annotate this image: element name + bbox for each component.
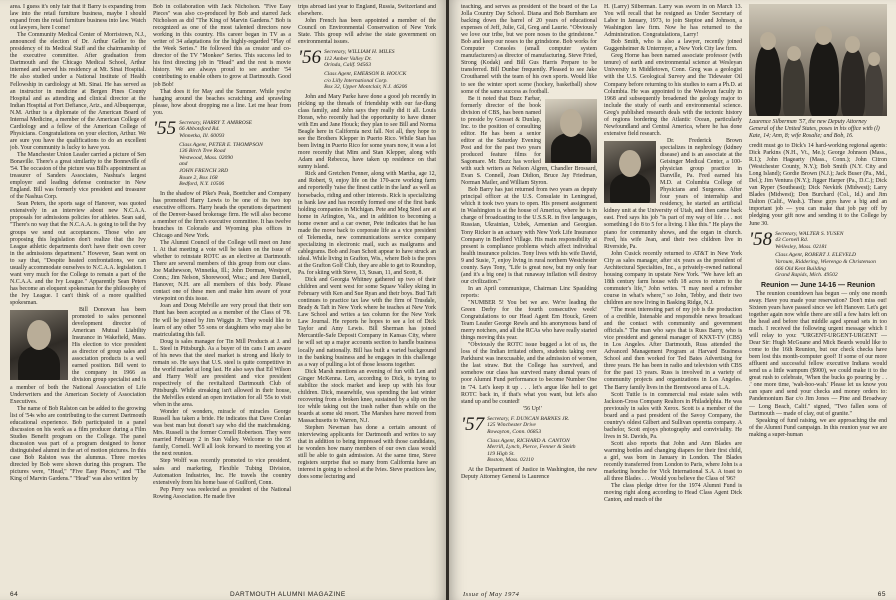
paragraph: Joan and Doug Melville are very proud that their son Hunt has been accepted as a member of the Class of '78. He will be joined by Jim Wiggin Jr. They would like to learn of any other '55 sons or daughters who may also be matriculating this fall. — [153, 303, 291, 338]
paragraph: Stephen Newman has done a certain amount of interviewing applicants for Dartmouth and writes to say that in addition to being impressed with those candidates, he wonders how many members of our own class would still be able to gain admission. At the same time, Steve registers surprise that so many from California have an interest in going to school at the Ivies. Steve practices law, does some lecturing and — [298, 425, 436, 481]
paragraph: Sean Peters, the sports sage of Hanover, was quoted extensively in an interview about new N.C.A.A. proposals for admissions policies for athletes. Sean said, "There's no way that the N.C.A.A. is going to tell the Ivy groups we send out acceptances. Those who are proposing this legislation don't realize that the Ivy League athletic departments don't have their own cover in the admissions department." However, Sean went on to say that, "Despite heated confrontations, we can usually accommodate ourselves to N.C.A.A. legislation. I want very much for the College to remain a part of the N.C.A.A. and the Ivy League." Apparently Sean Peters has become an eloquent spokesman for the philosophy of the Ivy League. I can't think of a more qualified spokesman. — [10, 201, 146, 306]
paragraph: Greg Horne has been named associate professor (with tenure) of earth and environmental science at Wesleyan University in Middletown, Conn. Greg was a geologist with the U.S. Geological Survey and the Tidewater Oil Company before returning to his studies to earn a Ph.D. at Columbia. He was appointed to the Wesleyan faculty in 1968 and subsequently broadened the geology major to include the study of earth and environmental science. Greg's published research deals with the tectonic history of regions bordering the Atlantic Ocean, particularly Newfoundland and Central America, where he has done extensive field research. — [604, 53, 742, 137]
paragraph: "Obviously the ROTC issue bugged a lot of us, the loss of the Indian irritated others, students taking over Parkhurst was inexcusable, and the admission of women, the last straw. But the College has survived, and somehow our class has survived many dismal years of poor Alumni Fund performance to become Number One in '74. Let's keep it up . . . let's argue like hell to get ROTC back in, if that's what you want, but let's also stand up and be counted! — [461, 342, 597, 405]
class-year: '56 — [298, 47, 322, 69]
paragraph: The name of Bob Ralston can be added to the growing list of '54s who are contributing to the current Dartmouth educational experience. Bob participated in a panel discussion on his work as a film producer during a Film Studies Benefit program on the College. The panel discussion was part of a program designed to honor distinguished alumni in the art of motion pictures. In this case Bob Ralston was the alumnus. Three movies directed by Bob were shown during this program. The pictures were, "Head," "Five Easy Pieces," and "The King of Marvin Gardens." "Head" was also written by — [10, 405, 146, 483]
paragraph: The Community Medical Center of Morristown, N.J., announced the election of Dr. Arthur Geller to the presidency of its Medical Staff and the chairmanship of the executive committee. After graduation from Dartmouth and the Chicago Medical School, Arthur interned and served his residency at Mt. Sinai Hospital. He also studied under a National Institute of Health Fellowship in cardiology at Mt. Sinai. He has served as an instructor in medicine at Bergen Pines County Hospital and as attending and clinical director at the Indian Hospital at Fort Defiance, Ariz., and Albuquerque, N.M. Arthur is a diplomate of the American Board of Internal Medicine, a member of the American College of Cardiology and a fellow of the American College of Physicians. Congratulations on your election, Arthur. We are sure you have the qualifications to do an excellent job. Your community is lucky to have you. — [10, 32, 146, 151]
paragraph: Pep Perry was reelected as president of the National Rowing Association. He made five — [153, 486, 291, 500]
class-secretary: Secretary, HARRY T. AMBROSE 66 Abbotsford Rd. Winnetka, Ill. 60093 — [179, 119, 253, 139]
class-year: '58 — [749, 228, 773, 250]
paragraph: Doug is sales manager for Tin Mill Products at J. and L. Steel in Pittsburgh. As a buyer of tin cans I am aware of his news that the steel market is strong and likely to remain so. He says that U.S. steel is quite competitive in the world market at long last. He also says that Ed Wilson and Harry Wolf are president and vice president respectively of the revitalized Dartmouth Club of Pittsburgh. While streaking isn't allowed in their house, the Melvilles extend an open invitation for all '55s to visit when in the area. — [153, 338, 291, 409]
paragraph: John and Mary Parke have done a good job recently in picking up the threads of friendship with our far-flung class family, and John says they really did it all. Louis Horan, who recently had the opportunity to have dinner with Em and Jane Houck; they plan to see Bill and Norma Beagle here in California next fall. Not all, they hope to see the Brothers Klepper in Puerto Rico. While Stan has been living in Puerto Rico for some years now, it was a lot more recently that Mim and Stan Klepper, along with Adam and Rebecca, have taken up residence on that sunny island. — [298, 93, 436, 171]
class-agent-2: JOHN FRENCH 3RD Route 2, Box 168 Bedford, N.Y. 10506 — [179, 167, 229, 188]
paragraph: The Manchester Union Leader carried a picture of Sen Bonaville. There's a great similarity to the Bonneville of '54. The occasion of the picture was Bill's appointment as treasurer of Sanders Associates, Nashua's largest employer and leading defense contractor in New England. Bill was formerly vice president and treasurer of the Nashua Corp. — [10, 151, 146, 201]
left-column-2 — [153, 4, 291, 586]
right-page — [449, 0, 896, 600]
page-number-right: 65 — [877, 591, 886, 598]
paragraph: Scott Tuttle is in commercial real estate sales with Jackson-Cross Company Realtors in Philadelphia. He was previously in sales with Xerox. Scott is a member of the board and a past president of the Savoy Company, the country's oldest Gilbert and Sullivan operetta company. A bachelor, Scott enjoys photography and conviviality. He lives in St. Davids, Pa. — [604, 391, 742, 440]
paragraph: The reunion countdown has begun — only one month away. Have you made your reservation? Don't miss out! Sixteen years have passed since we left Hanover. Let's get together again now while there are still a few hairs left on the head and before that middle aged spread sets in too much. I received the following urgent message which I will relay to you: "URGENT-URGENT-URGENT — Dear Sir: Hugh McGuane and Mick Beards would like to come to the 16th Reunion, but our check checks have been lost this month-computer goof! If some of our more affluent and successful fellow executive Indians would send us a little wampum ($900), we could make it to the great rush to celebrate, 'When the bucks go pouring by . . .' one more time, 'wah-hoo-wah.' Please let us know you can spare and send your checks and money orders to: Pandemonium Bar c/o Jim Jones — Pine and Broadway — Long Beach, Calif." signed, "Two fallen sons of Dartmouth — made of clay, out of granite." — [749, 290, 887, 417]
left-page — [0, 0, 447, 600]
paragraph: That does it for May and the Summer. While you're hanging around the beaches scratching and sprawling please, how about dropping me a line. Let me hear from you. — [153, 88, 291, 116]
paragraph: John French has been appointed a member of the Council on Environmental Conservation of New York State. This group will advise the state government on environmental issues. — [298, 18, 436, 46]
paragraph: "NUMBER 5! You bet we are. We're leading the Green Derby for the fourth consecutive week! Congratulations to our Head Agent Em Houck, Green Team Leader George Rewls and his anonymous band of merry notchers, and all the RCAs who have really started things moving this year. — [461, 299, 597, 342]
paragraph: At the Department of Justice in Washington, the new Deputy Attorney General is Laurence — [461, 466, 597, 480]
paragraph: area. I guess it's only fair that if Barry is expanding from law into the retail furniture business, maybe I should expand from the retail furniture business into law. Watch out lawyers, here I come! — [10, 4, 146, 32]
class-secretary: Secretary, F. DUNCAN BARNES JR. 125 Winchester Drive Rowayton, Conn. 06853 — [487, 415, 570, 435]
paragraph: Bob in collaboration with Jack Nicholson. "Five Easy Pieces" was also co-produced by Bob and starred Jack Nicholson as did "The King of Marvin Gardens." Bob is recognized as one of the most talented directors now working in this country. His career began in TV as a writer of 34 adaptations for the highly-regarded "Play of the Week Series." He followed this as creator and co-director of the TV "Monkee" Series. This success led to his first directing job in "Head" and the rest is movie history. We are always proud to see another '54 contributing to enable others to grow at Dartmouth. Good job Bob! — [153, 4, 291, 88]
class-agent-conjunction: and — [179, 161, 188, 168]
page-number-left: 64 — [10, 591, 19, 598]
paragraph: The Alumni Council of the College will meet on June 1. At that meeting a vote will be taken on the issue of whether to reinstate ROTC as an elective at Dartmouth. There are several members of this group from our class. Joe Mathewson, Winnetka, Ill.; John Dorman, Westport, Conn.; Jim Nelson, Shorewood, Wisc.; and Jere Daniell, Hanover, N.H. are all members of this body. Please contact one of these men and make him aware of your viewpoint on this issue. — [153, 240, 291, 303]
paragraph: Dick and Georgia Whitney gathered up two of their children and went west for some Squaw Valley skiing in February with Ken and Sue Ryan and their boys. Bud Taft continues to practice tax law with the firm of Trusdale, Brady & Taft in New York where he teaches at New York Law School and writes a tax column for the New York Law Journal. He reports he hopes to see a lot of Dick Taylor and Amy Lewis. Bill Sherman has joined Mercantile-Safe Deposit Company in Kansas City, where he will set up a major accounts section to handle business locally and nationally. Bill has built a varied background in the banking business and he engages in this challenge as a way of pulling a lot of those lessons together. — [298, 277, 436, 368]
paragraph: H. (Larry) Silberman. Larry was sworn in on March 13. You will recall that he resigned as Under Secretary of Labor in January, 1973, to join Steptoe and Johnson, a Washington law firm. Now he has returned to the Administration. Congratulations, Larry! — [604, 4, 742, 39]
class-secretary: Secretary, WILLIAM H. MILES 112 Amber Valley Dr. Orinda, Calif. 94563 — [324, 49, 395, 69]
paragraph: credit must go to Dick's 14 hard-working regional agents: Dick Parkins (N.H., Vt., Me.); George Johnson (Mass., R.I.); John Hagearty (Mass., Conn.); John Citron (Westchester County, N.Y.); Bob Smith (N.Y. City and Long Island); Gordie Brown (N.J.); Jack Buser (Pa., Md., Del.); Jim Ventura (N.Y.); Jigger Harper (Pa., D.C.); Dick van Ryper (Southeast); Dick Nevkirk (Midwest); Larry Blades (Midwest); Don Burchard (Col., Id.) and Jim Dalton (Calif., Wash.). These guys have a big and an important job — you can make that job pay off by pledging your gift now and sending it to the College by June 30. — [749, 143, 887, 227]
portrait-photo-buzz-farbar — [545, 99, 597, 163]
paragraph: In the shadow of Pike's Peak, Boettcher and Company has promoted Harry Lewis to be one of its two top executive officers. Harry heads the operations department of the Denver-based brokerage firm. He will also become a member of the firm's executive committee. It has twelve branches in Colorado and Wyoming plus offices in Chicago and New York. — [153, 190, 291, 239]
paragraph: Dick Marsh mentions an evening of fun with Len and Ginger McKenna. Len, according to Dick, is trying to stabilize the stock market and keep up with his four children. Dick, meanwhile, was spending the last winter recovering from a broken knee, sustained by a slip on the ice while taking out the trash rather than while on the boards at some ski resort. The Marshes have moved from Massachusetts to Warren, N.J. — [298, 368, 436, 424]
portrait-photo-bill-donovan — [10, 310, 68, 380]
class-year: '57 — [461, 413, 485, 435]
photo-caption: Laurence Silberman '57, the new Deputy Attorney General of the United States, poses in his office with (l) Kate, 14; Ann, 8; wife Rosalie; and Bob, 16. — [749, 119, 880, 139]
class-agent: Class Agent, ROBERT J. ELEVELD Varnum, Riddering, Wierengo & Christenson 666 Old Kent Building Grand Rapids, Mich. 49502 — [775, 252, 876, 279]
right-column-3 — [749, 4, 887, 586]
paragraph: John Cusick recently returned to AT&T in New York City as sales manager, after six years as the president of Architectural Specialties, Inc., a privately-owned national housing company in upstate New York. "We have left an 18th century farm house with 18 acres to return to the commuter's life," John writes. "I may need a refresher course in what's where," so John, Tebby, and their two children are now living in Basking Ridge, N.J. — [604, 250, 742, 306]
paragraph: Be it noted that Buzz Farbar, formerly director of the book division of CBS, has been named to preside by Grosset & Dunlap, Inc. to the position of consulting editor. He has been a senior editor at the Saturday Evening Post and for the past two years produced feature films for Sagomare. Mr. Buzz has worked with such writers as Nelson Algren, Chandler Brossard, Evan S. Connell, Joan Didion, Bruce Jay Friedman, Norman Mailer, and William Styron. — [461, 95, 597, 187]
left-column-1 — [10, 4, 146, 586]
paragraph: Dr. Frederick Brown specializes in nephrology (kidney disease) and is an associate at the Geisinger Medical Center, a 100-physician group practice in Danville, Pa. Fred earned his M.D. at Columbia College of Physicians and Surgeons. After four years of internship and residency, he started an artificial kidney unit at the University of Utah, and then came back east. Fred says his job "is part of my way of life . . . not something I do 8 to 5 for a living. I like this." He plays the piano for community shows, and the organ in church. Fred, his wife Jean, and their two children live in Riverside, Pa. — [604, 137, 742, 250]
family-photo-silberman — [749, 4, 887, 116]
right-column-2 — [604, 4, 742, 586]
class-heading-57 — [461, 413, 597, 464]
class-secretary: Secretary, WALTER S. YUSEN 43 Cornell Rd. Wellesley, Mass. 02181 — [775, 230, 844, 250]
paragraph: Step Wolff was recently promoted to vice president, sales and marketing, Flexible Tubing Division, Automation Industries, Inc. He travels the country extensively from his home base of Guilford, Conn. — [153, 458, 291, 486]
class-agent: Class Agent, RICHARD A. CANTON Merrill, Lynch, Pierce, Fenner & Smith 119 High St. Boston, Mass. 02110 — [487, 437, 576, 464]
issue-date-footer: Issue of May 1974 — [463, 591, 520, 598]
paragraph: Scott also reports that John and Ann Blades are warming bottles and changing diapers for their first child, a girl, was born in January in London. The Blades recently transferred from London to Paris, where John is a marketing honcho for Vick International S.A. A toast to all three Blades . . . Would you believe the Class of '96? — [604, 440, 742, 483]
paragraph: '56 Up!' — [523, 405, 542, 412]
paragraph: In an April communique, Chairman Linc Spaulding reports: — [461, 285, 597, 299]
paragraph: Bill Donovan has been promoted to sales personnel development director of American Mutual Liability Insurance in Wakefield, Mass. His election to vice president as director of group sales and association products is a well earned position. Bill went to the company in 1966 as division group specialist and is a member of both the National Association of Life Underwriters and the American Society of Association Executives. — [10, 307, 146, 405]
class-heading-56 — [298, 49, 436, 91]
paragraph: "The most interesting part of my job is the production of a credible, listenable and responsible news broadcast and the contact with community and government officials." The man who says that is Russ Barry, who is vice president and general manager of KNXT-TV (CBS) in Los Angeles. After Dartmouth, Russ attended the Advanced Management Program at Harvard Business School and then worked for Ted Bates Advertising for three years. He has been in radio and television with CBS for the past 13 years. Russ is involved in a variety of community projects and organizations in Los Angeles. The Barry family lives in the Brentwood area of L.A. — [604, 307, 742, 391]
left-column-3 — [298, 4, 436, 586]
paragraph: Bob Smith, who is also a lawyer, recently joined Guggenheimer & Untermyer, a New York City law firm. — [604, 39, 742, 53]
class-year: '55 — [153, 117, 177, 139]
paragraph: Speaking of fund raising, we are approaching the end of the Alumni Fund campaign. In this reunion year we are making a super-human — [749, 417, 887, 438]
class-heading-55 — [153, 117, 291, 188]
right-column-1 — [461, 4, 597, 586]
class-agent: Class Agent, EMERSON B. HOUCK c/o Lilly International Corp. Box 32, Upper Montclair, N.J. 46206 — [324, 71, 408, 91]
paragraph: teaching, and serves as president of the board of the La Jolla Country Day School. Diana and Bob Burnham are backing down the barrel of 20 years of educational expenses of Jeff, Julie, Gil, Greg and Laurie. "Obviously we love our tribe, but we pore noses to the grindstone." Bob and keep our noses to the grindstone. Bob works for Computer Consoles (small computer system manufacturers) as director of manufacturing. Steve Fried, Strong (Kodak) and Bill Gus Harris Prepare to be transferred. Bill Dunbar frequently. Pleased to see Jake Crouthamel with the team of his own sports. Would like to see the winter sport scene (hockey, basketball) show some of the same success as football. — [461, 4, 597, 95]
paragraph: The class pledge drive for the 1974 Alumni Fund is moving right along according to Head Class Agent Dick Canton, and much of the — [604, 483, 742, 504]
portrait-photo-frederick-brown — [604, 141, 656, 203]
paragraph: Rick and Gretchen Fenner, along with Martha, age 12, and Robert, 9, enjoy life on the 170-acre working farm and reportedly 'raise the finest cattle in the land' as well as horsebacks, riding and other interests. Rick is specializing in bank law and has recently formed one of the first bank holding companies in Michigan. Pete and Meg Steel are at home in Arlington, Va., and in addition to becoming a home owner and a car owner, Pete indicates that he has made the move back to corporate life as a vice president of Telemedia, new communications service company specializing in electronic mail, such as mailgrams and cablegrams. Bob and Joan Schott appear to have struck an ideal. While living in Grafton, Wis., where Bob is the pres at the Grafton Golf Club, they are able to get to Roundtop, Pa. for skiing with Steve, 13, Susan, 11, and Scott, 8. — [298, 171, 436, 277]
magazine-title-footer: DARTMOUTH ALUMNI MAGAZINE — [230, 591, 346, 598]
paragraph: Wonder of wonders, miracle of miracles George Russell has taken a bride. He indicates that Dave Conlan was best man but doesn't say who did the matchmaking. Mrs. Russell is the former Cornell Robertson. They were married February 2 in Sun Valley. Welcome to the 55 family, Cornell. We'll all look forward to meeting you at the next reunion. — [153, 409, 291, 458]
reunion-heading: Reunion — June 14-16 — Reunion — [761, 281, 875, 289]
class-agent: Class Agent, PETER E. THOMPSON 136 Birch Tree Road Westwood, Mass. 02090 — [179, 141, 263, 161]
paragraph: trips abroad last year to England, Russia, Switzerland and elsewhere. — [298, 4, 436, 18]
paragraph: Bob Barry has just returned from two years as deputy principal officer at the U.S. Consulate in Leningrad, which it took two years to open. His present assignment in Washington is at the house of America, where he is in charge of broadcasting to the U.S.S.R. in five languages, Russian, Ukrainian, Uzbek, Armenian and Georgian. Tony Ricker is an actuary with New York Life Insurance Company in Bedford Village. His main responsibility at present is compliance problems which affect individual health insurance policies. Tony lives with his wife David, 9 and Susie, 7, enjoy living in rural northern Westchester county. Says Tony, "Life is great now, but my only fear (and it's a big one) is that runaway inflation will destroy our civilization." — [461, 187, 597, 285]
class-heading-58 — [749, 228, 887, 279]
